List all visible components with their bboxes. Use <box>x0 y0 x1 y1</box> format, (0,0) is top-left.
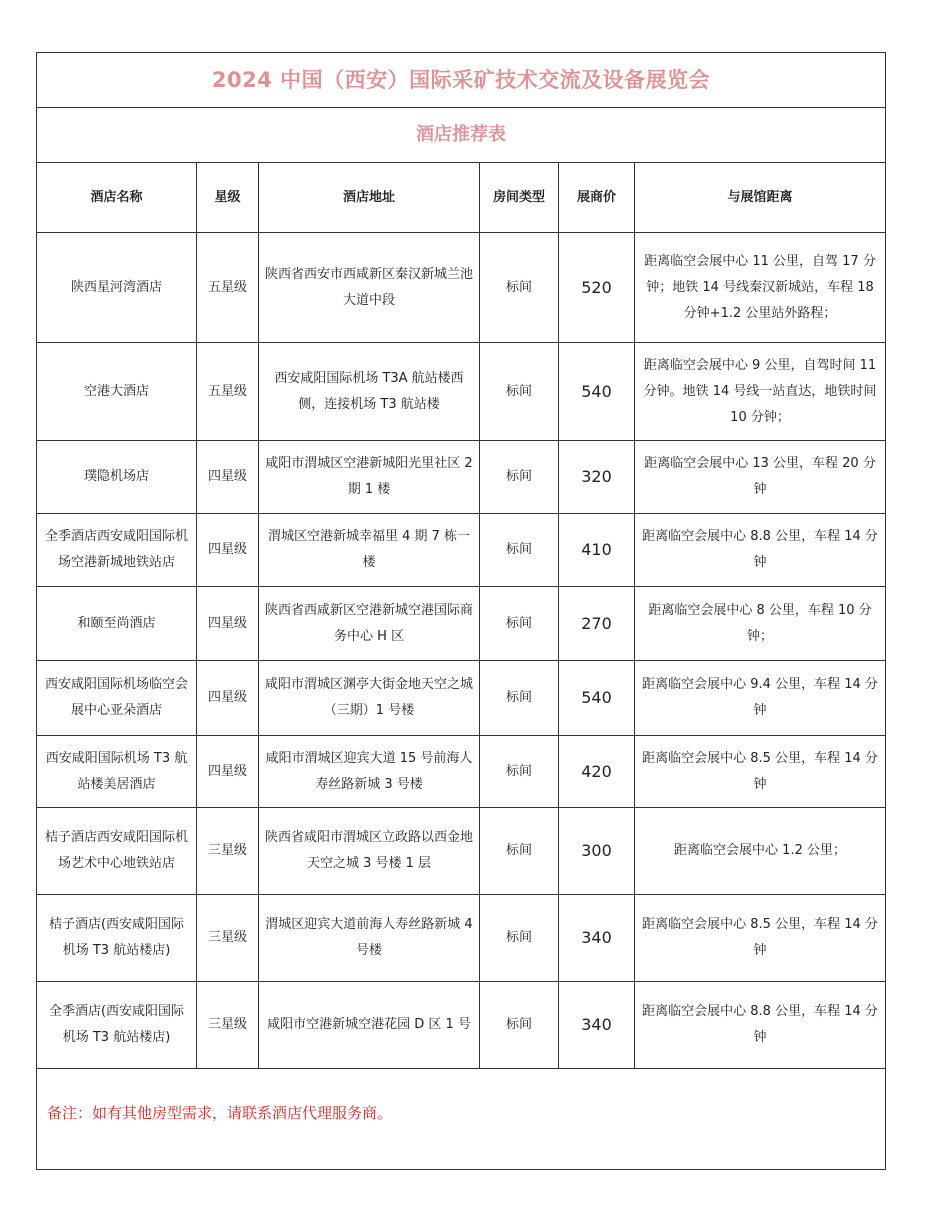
hotel-name: 西安咸阳国际机场 T3 航站楼美居酒店 <box>37 736 197 808</box>
hotel-address: 西安咸阳国际机场 T3A 航站楼西侧，连接机场 T3 航站楼 <box>259 343 480 441</box>
hotel-distance: 距离临空会展中心 9 公里，自驾时间 11 分钟。地铁 14 号线一站直达，地铁时间 10 分钟； <box>635 343 886 441</box>
hotel-price: 300 <box>559 808 635 895</box>
hotel-price: 340 <box>559 982 635 1069</box>
hotel-star: 五星级 <box>197 343 259 441</box>
hotel-room-type: 标间 <box>480 441 559 514</box>
hotel-price: 540 <box>559 661 635 736</box>
hotel-address: 陕西省咸阳市渭城区立政路以西金地天空之城 3 号楼 1 层 <box>259 808 480 895</box>
table-row <box>37 982 886 1069</box>
hotel-name: 桔子酒店(西安咸阳国际机场 T3 航站楼店) <box>37 895 197 982</box>
hotel-room-type: 标间 <box>480 736 559 808</box>
hotel-star: 四星级 <box>197 661 259 736</box>
hotel-star: 三星级 <box>197 895 259 982</box>
hotel-price: 340 <box>559 895 635 982</box>
table-row <box>37 233 886 343</box>
hotel-room-type: 标间 <box>480 233 559 343</box>
hotel-address: 咸阳市渭城区迎宾大道 15 号前海人寿丝路新城 3 号楼 <box>259 736 480 808</box>
hotel-distance: 距离临空会展中心 1.2 公里； <box>635 808 886 895</box>
header-hotel-name: 酒店名称 <box>37 163 197 233</box>
hotel-star: 三星级 <box>197 808 259 895</box>
table-row <box>37 514 886 587</box>
hotel-distance: 距离临空会展中心 8 公里，车程 10 分钟； <box>635 587 886 661</box>
hotel-room-type: 标间 <box>480 661 559 736</box>
header-address: 酒店地址 <box>259 163 480 233</box>
hotel-star: 四星级 <box>197 736 259 808</box>
table-row <box>37 736 886 808</box>
hotel-star: 三星级 <box>197 982 259 1069</box>
header-star: 星级 <box>197 163 259 233</box>
hotel-address: 渭城区迎宾大道前海人寿丝路新城 4 号楼 <box>259 895 480 982</box>
hotel-name: 璞隐机场店 <box>37 441 197 514</box>
hotel-room-type: 标间 <box>480 587 559 661</box>
hotel-name: 空港大酒店 <box>37 343 197 441</box>
hotel-room-type: 标间 <box>480 514 559 587</box>
hotel-distance: 距离临空会展中心 13 公里，车程 20 分钟 <box>635 441 886 514</box>
table-row <box>37 343 886 441</box>
hotel-price: 540 <box>559 343 635 441</box>
hotel-distance: 距离临空会展中心 8.8 公里，车程 14 分钟 <box>635 514 886 587</box>
hotel-star: 五星级 <box>197 233 259 343</box>
hotel-address: 咸阳市渭城区渊亭大街金地天空之城（三期）1 号楼 <box>259 661 480 736</box>
hotel-price: 410 <box>559 514 635 587</box>
table-row <box>37 441 886 514</box>
hotel-price: 320 <box>559 441 635 514</box>
header-room-type: 房间类型 <box>480 163 559 233</box>
hotel-name: 全季酒店西安咸阳国际机场空港新城地铁站店 <box>37 514 197 587</box>
hotel-address: 咸阳市空港新城空港花园 D 区 1 号 <box>259 982 480 1069</box>
hotel-price: 420 <box>559 736 635 808</box>
hotel-price: 520 <box>559 233 635 343</box>
table-row <box>37 661 886 736</box>
hotel-distance: 距离临空会展中心 9.4 公里，车程 14 分钟 <box>635 661 886 736</box>
hotel-name: 全季酒店(西安咸阳国际机场 T3 航站楼店) <box>37 982 197 1069</box>
table-row <box>37 587 886 661</box>
hotel-address: 咸阳市渭城区空港新城阳光里社区 2 期 1 楼 <box>259 441 480 514</box>
hotel-address: 渭城区空港新城幸福里 4 期 7 栋一楼 <box>259 514 480 587</box>
hotel-room-type: 标间 <box>480 982 559 1069</box>
hotel-star: 四星级 <box>197 514 259 587</box>
table-subtitle: 酒店推荐表 <box>37 108 886 163</box>
hotel-star: 四星级 <box>197 441 259 514</box>
hotel-table <box>36 52 886 1170</box>
page-title: 2024 中国（西安）国际采矿技术交流及设备展览会 <box>37 53 886 108</box>
hotel-price: 270 <box>559 587 635 661</box>
hotel-distance: 距离临空会展中心 8.5 公里，车程 14 分钟 <box>635 736 886 808</box>
hotel-name: 和颐至尚酒店 <box>37 587 197 661</box>
table-row <box>37 895 886 982</box>
hotel-name: 西安咸阳国际机场临空会展中心亚朵酒店 <box>37 661 197 736</box>
header-distance: 与展馆距离 <box>635 163 886 233</box>
hotel-name: 桔子酒店西安咸阳国际机场艺术中心地铁站店 <box>37 808 197 895</box>
hotel-room-type: 标间 <box>480 895 559 982</box>
hotel-star: 四星级 <box>197 587 259 661</box>
header-price: 展商价 <box>559 163 635 233</box>
hotel-distance: 距离临空会展中心 8.5 公里，车程 14 分钟 <box>635 895 886 982</box>
note-text: 备注：如有其他房型需求，请联系酒店代理服务商。 <box>37 1069 886 1170</box>
hotel-name: 陕西星河湾酒店 <box>37 233 197 343</box>
hotel-distance: 距离临空会展中心 11 公里，自驾 17 分钟；地铁 14 号线秦汉新城站，车程 18 分钟+1.2 公里站外路程； <box>635 233 886 343</box>
table-header-row <box>37 163 886 233</box>
hotel-address: 陕西省西安市西咸新区秦汉新城兰池大道中段 <box>259 233 480 343</box>
hotel-address: 陕西省西咸新区空港新城空港国际商务中心 H 区 <box>259 587 480 661</box>
hotel-room-type: 标间 <box>480 343 559 441</box>
table-row <box>37 808 886 895</box>
hotel-room-type: 标间 <box>480 808 559 895</box>
hotel-distance: 距离临空会展中心 8.8 公里，车程 14 分钟 <box>635 982 886 1069</box>
